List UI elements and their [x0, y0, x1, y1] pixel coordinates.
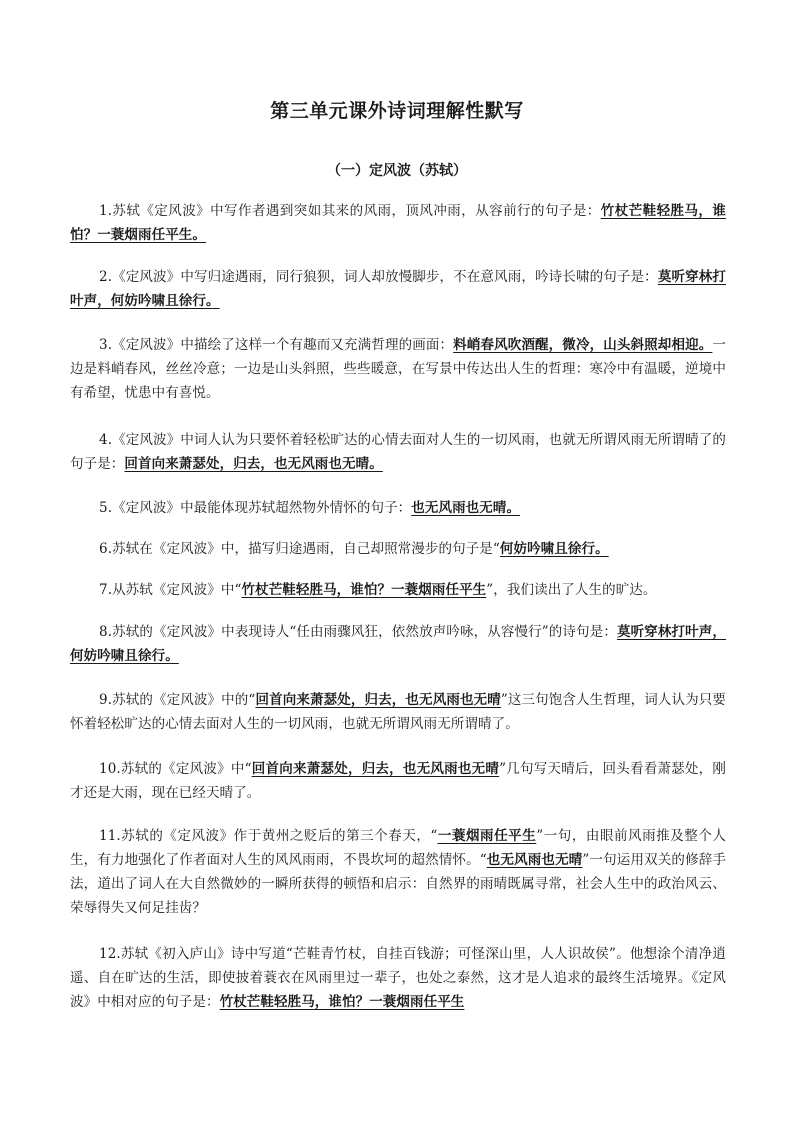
question-7: 7.从苏轼《定风波》中“竹杖芒鞋轻胜马，谁怕？一蓑烟雨任平生”，我们读出了人生的旷达。 [99, 582, 657, 598]
answer-5: 也无风雨也无晴。 [411, 500, 521, 516]
answer-11a: 一蓑烟雨任平生 [437, 828, 537, 844]
question-3: 3.《定风波》中描绘了这样一个有趣而又充满哲理的画面：料峭春风吹酒醒，微冷，山头斜照却相迎。一边是料峭春风，丝丝冷意；一边是山头斜照，些些暖意，在写景中传达出人生的哲理：寒冷中有温暖，逆境中有希望，忧患中有喜悦。 [70, 337, 726, 401]
answer-10: 回首向来萧瑟处，归去，也无风雨也无晴 [251, 761, 500, 777]
answer-2: 莫听穿林打叶声，何妨吟啸且徐行。 [70, 269, 726, 309]
answer-9: 回首向来萧瑟处，归去，也无风雨也无晴 [255, 692, 501, 708]
page-title: 第三单元课外诗词理解性默写 [270, 100, 524, 122]
question-5: 5.《定风波》中最能体现苏轼超然物外情怀的句子：也无风雨也无晴。 [99, 500, 521, 516]
section-title: （一）定风波（苏轼） [327, 163, 467, 179]
answer-12: 竹杖芒鞋轻胜马，谁怕？一蓑烟雨任平生 [219, 994, 465, 1010]
answer-7: 竹杖芒鞋轻胜马，谁怕？一蓑烟雨任平生 [241, 582, 487, 598]
answer-8: 莫听穿林打叶声，何妨吟啸且徐行。 [70, 624, 726, 664]
question-12: 12.苏轼《初入庐山》诗中写道“芒鞋青竹杖，自挂百钱游；可怪深山里，人人识故侯”。他想涂个清净逍遥、自在旷达的生活，即使披着蓑衣在风雨里过一辈子，也处之泰然，这才是人追求的最终生活境界。《定风波》中相对应的句子是：竹杖芒鞋轻胜马，谁怕？一蓑烟雨任平生 [70, 946, 726, 1010]
answer-6: 何妨吟啸且徐行。 [499, 541, 609, 557]
question-8: 8.苏轼的《定风波》中表现诗人“任由雨骤风狂，依然放声吟咏，从容慢行”的诗句是：莫听穿林打叶声，何妨吟啸且徐行。 [70, 624, 726, 664]
answer-1: 竹杖芒鞋轻胜马，谁怕？一蓑烟雨任平生。 [70, 203, 726, 243]
answer-4: 回首向来萧瑟处，归去，也无风雨也无晴。 [124, 456, 383, 472]
question-11: 11.苏轼的《定风波》作于黄州之贬后的第三个春天，“一蓑烟雨任平生”一句，由眼前风雨推及整个人生，有力地强化了作者面对人生的风风雨雨，不畏坎坷的超然情怀。“也无风雨也无晴”一句运用双关的修辞手法，道出了词人在大自然微妙的一瞬所获得的顿悟和启示：自然界的雨晴既属寻常，社会人生中的政治风云、荣辱得失又何足挂齿？ [70, 828, 726, 916]
answer-11b: 也无风雨也无晴 [486, 852, 583, 868]
question-10: 10.苏轼的《定风波》中“回首向来萧瑟处，归去，也无风雨也无晴”几句写天晴后，回头看看萧瑟处，刚才还是大雨，现在已经天晴了。 [70, 761, 727, 801]
question-2: 2.《定风波》中写归途遇雨，同行狼狈，词人却放慢脚步，不在意风雨，吟诗长啸的句子是：莫听穿林打叶声，何妨吟啸且徐行。 [70, 269, 726, 309]
question-4: 4.《定风波》中词人认为只要怀着轻松旷达的心情去面对人生的一切风雨，也就无所谓风雨无所谓晴了的句子是：回首向来萧瑟处，归去，也无风雨也无晴。 [70, 432, 726, 472]
answer-3: 料峭春风吹酒醒，微冷，山头斜照却相迎。 [453, 337, 713, 353]
question-1: 1.苏轼《定风波》中写作者遇到突如其来的风雨，顶风冲雨，从容前行的句子是：竹杖芒鞋轻胜马，谁怕？一蓑烟雨任平生。 [70, 203, 726, 243]
question-9: 9.苏轼的《定风波》中的“回首向来萧瑟处，归去，也无风雨也无晴”这三句饱含人生哲理，词人认为只要怀着轻松旷达的心情去面对人生的一切风雨，也就无所谓风雨无所谓晴了。 [70, 692, 726, 732]
question-6: 6.苏轼在《定风波》中，描写归途遇雨，自己却照常漫步的句子是“何妨吟啸且徐行。 [99, 541, 609, 557]
